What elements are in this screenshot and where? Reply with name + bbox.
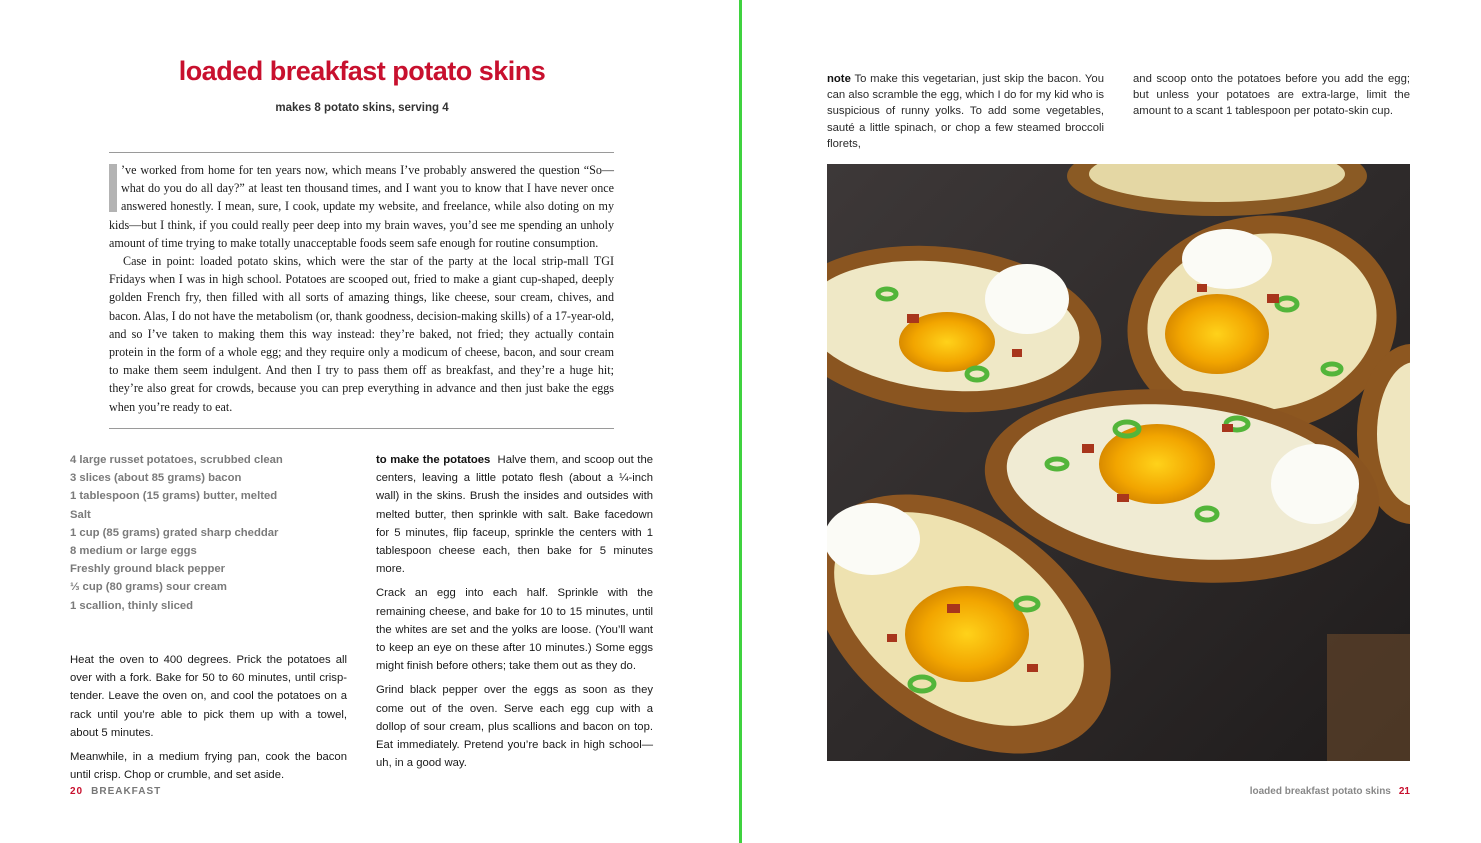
running-title: loaded breakfast potato skins	[1249, 786, 1391, 797]
potato-skins-illustration	[827, 164, 1410, 761]
page-number: 20	[70, 786, 84, 797]
section-name: BREAKFAST	[91, 786, 162, 797]
method-subhead: to make the potatoes	[376, 454, 491, 466]
method-column-1	[70, 651, 347, 790]
ingredient-item: 1 scallion, thinly sliced	[70, 599, 194, 612]
headnote-paragraph-1: ’ve worked from home for ten years now, which means I’ve probably answered the question “So—what do you do all day?” at least ten thousand times, and I want you to know that I have never once answered honestly. I mean, sure, I cook, update my website, and freelance, while also doting on my kids—but I think, if you could really peer deep into my brain waves, you’d see me spending an unholy amount of time trying to make totally unacceptable foods seem safe enough for routine consumption.	[109, 163, 614, 250]
method-column-2	[376, 451, 653, 778]
ingredient-item: 1 cup (85 grams) grated sharp cheddar	[70, 526, 279, 539]
recipe-yield: makes 8 potato skins, serving 4	[275, 102, 449, 114]
note-column-1: note To make this vegetarian, just skip the bacon. You can also scramble the egg, which I do for my kid who is suspicious of runny yolks. To add some vegetables, sauté a little spinach, or chop a few steamed broccoli florets,	[827, 73, 1104, 150]
headnote	[109, 161, 614, 416]
note-label: note	[827, 73, 851, 85]
method-step: Heat the oven to 400 degrees. Prick the potatoes all over with a fork. Bake for 50 to 60 minutes, until crisp-tender. Leave the oven on, and cool the potatoes on a rack until you’re able to pick them up with a towel, about 5 minutes.	[70, 654, 347, 739]
headnote-paragraph-2: Case in point: loaded potato skins, which were the star of the party at the local strip-mall TGI Fridays when I was in high school. Potatoes are scooped out, fried to make a giant cup-shaped, deeply golden French fry, then filled with all sorts of amazing things, like cheese, sour cream, chives, and bacon. Alas, I do not have the metabolism (or, thank goodness, decision-making skills) of a 17-year-old, and so I’ve taken to making them this way instead: they’re baked, not fried; they actually contain protein in the form of a whole egg; and they require only a modicum of cheese, bacon, and sour cream to make them seem indulgent. And then I try to pass them off as breakfast, and they’re a huge hit; they’re also great for crowds, because you can prep everything in advance and then just bake the eggs when you’re ready to eat.	[109, 254, 614, 414]
page-number: 21	[1398, 786, 1410, 797]
ingredient-item: 3 slices (about 85 grams) bacon	[70, 472, 242, 485]
ingredient-item: 8 medium or large eggs	[70, 545, 197, 558]
method-step: Meanwhile, in a medium frying pan, cook the bacon until crisp. Chop or crumble, and set aside.	[70, 751, 347, 782]
recipe-title: loaded breakfast potato skins	[178, 56, 546, 86]
ingredient-item: ⅓ cup (80 grams) sour cream	[70, 581, 227, 594]
drop-cap-i	[109, 164, 117, 212]
folio-left	[70, 786, 161, 797]
recipe-photo	[827, 164, 1410, 761]
divider-top	[109, 152, 614, 153]
method-step: Grind black pepper over the eggs as soon as they come out of the oven. Serve each egg cup with a dollop of sour cream, plus scallions and bacon on top. Eat immediately. Pretend you’re back in high school—uh, in a good way.	[376, 684, 653, 770]
ingredient-item: 4 large russet potatoes, scrubbed clean	[70, 454, 283, 466]
ingredient-item: Salt	[70, 508, 91, 521]
method-step: Crack an egg into each half. Sprinkle with the remaining cheese, and bake for 10 to 15 minutes, until the whites are set and the yolks are loose. (You’ll want to keep an eye on these after 10 minutes.) Some eggs might finish before others; take them out as they do.	[376, 587, 653, 673]
method-step: to make the potatoes Halve them, and scoop out the centers, leaving a little potato flesh (about a ¼-inch wall) in the skins. Brush the insides and outsides with melted butter, then sprinkle with salt. Bake facedown for 5 minutes, flip faceup, sprinkle the centers with 1 tablespoon cheese each, then bake for 5 minutes more.	[376, 454, 654, 576]
ingredient-item: 1 tablespoon (15 grams) butter, melted	[70, 490, 278, 503]
left-page	[0, 0, 739, 843]
ingredient-item: Freshly ground black pepper	[70, 563, 226, 576]
right-page	[742, 0, 1481, 843]
folio-right	[1250, 786, 1410, 797]
ingredient-list	[70, 451, 360, 615]
divider-bottom	[109, 428, 614, 429]
note-column-2: and scoop onto the potatoes before you add the egg; but unless your potatoes are extra-large, limit the amount to a scant 1 tablespoon per potato-skin cup.	[1133, 73, 1410, 118]
